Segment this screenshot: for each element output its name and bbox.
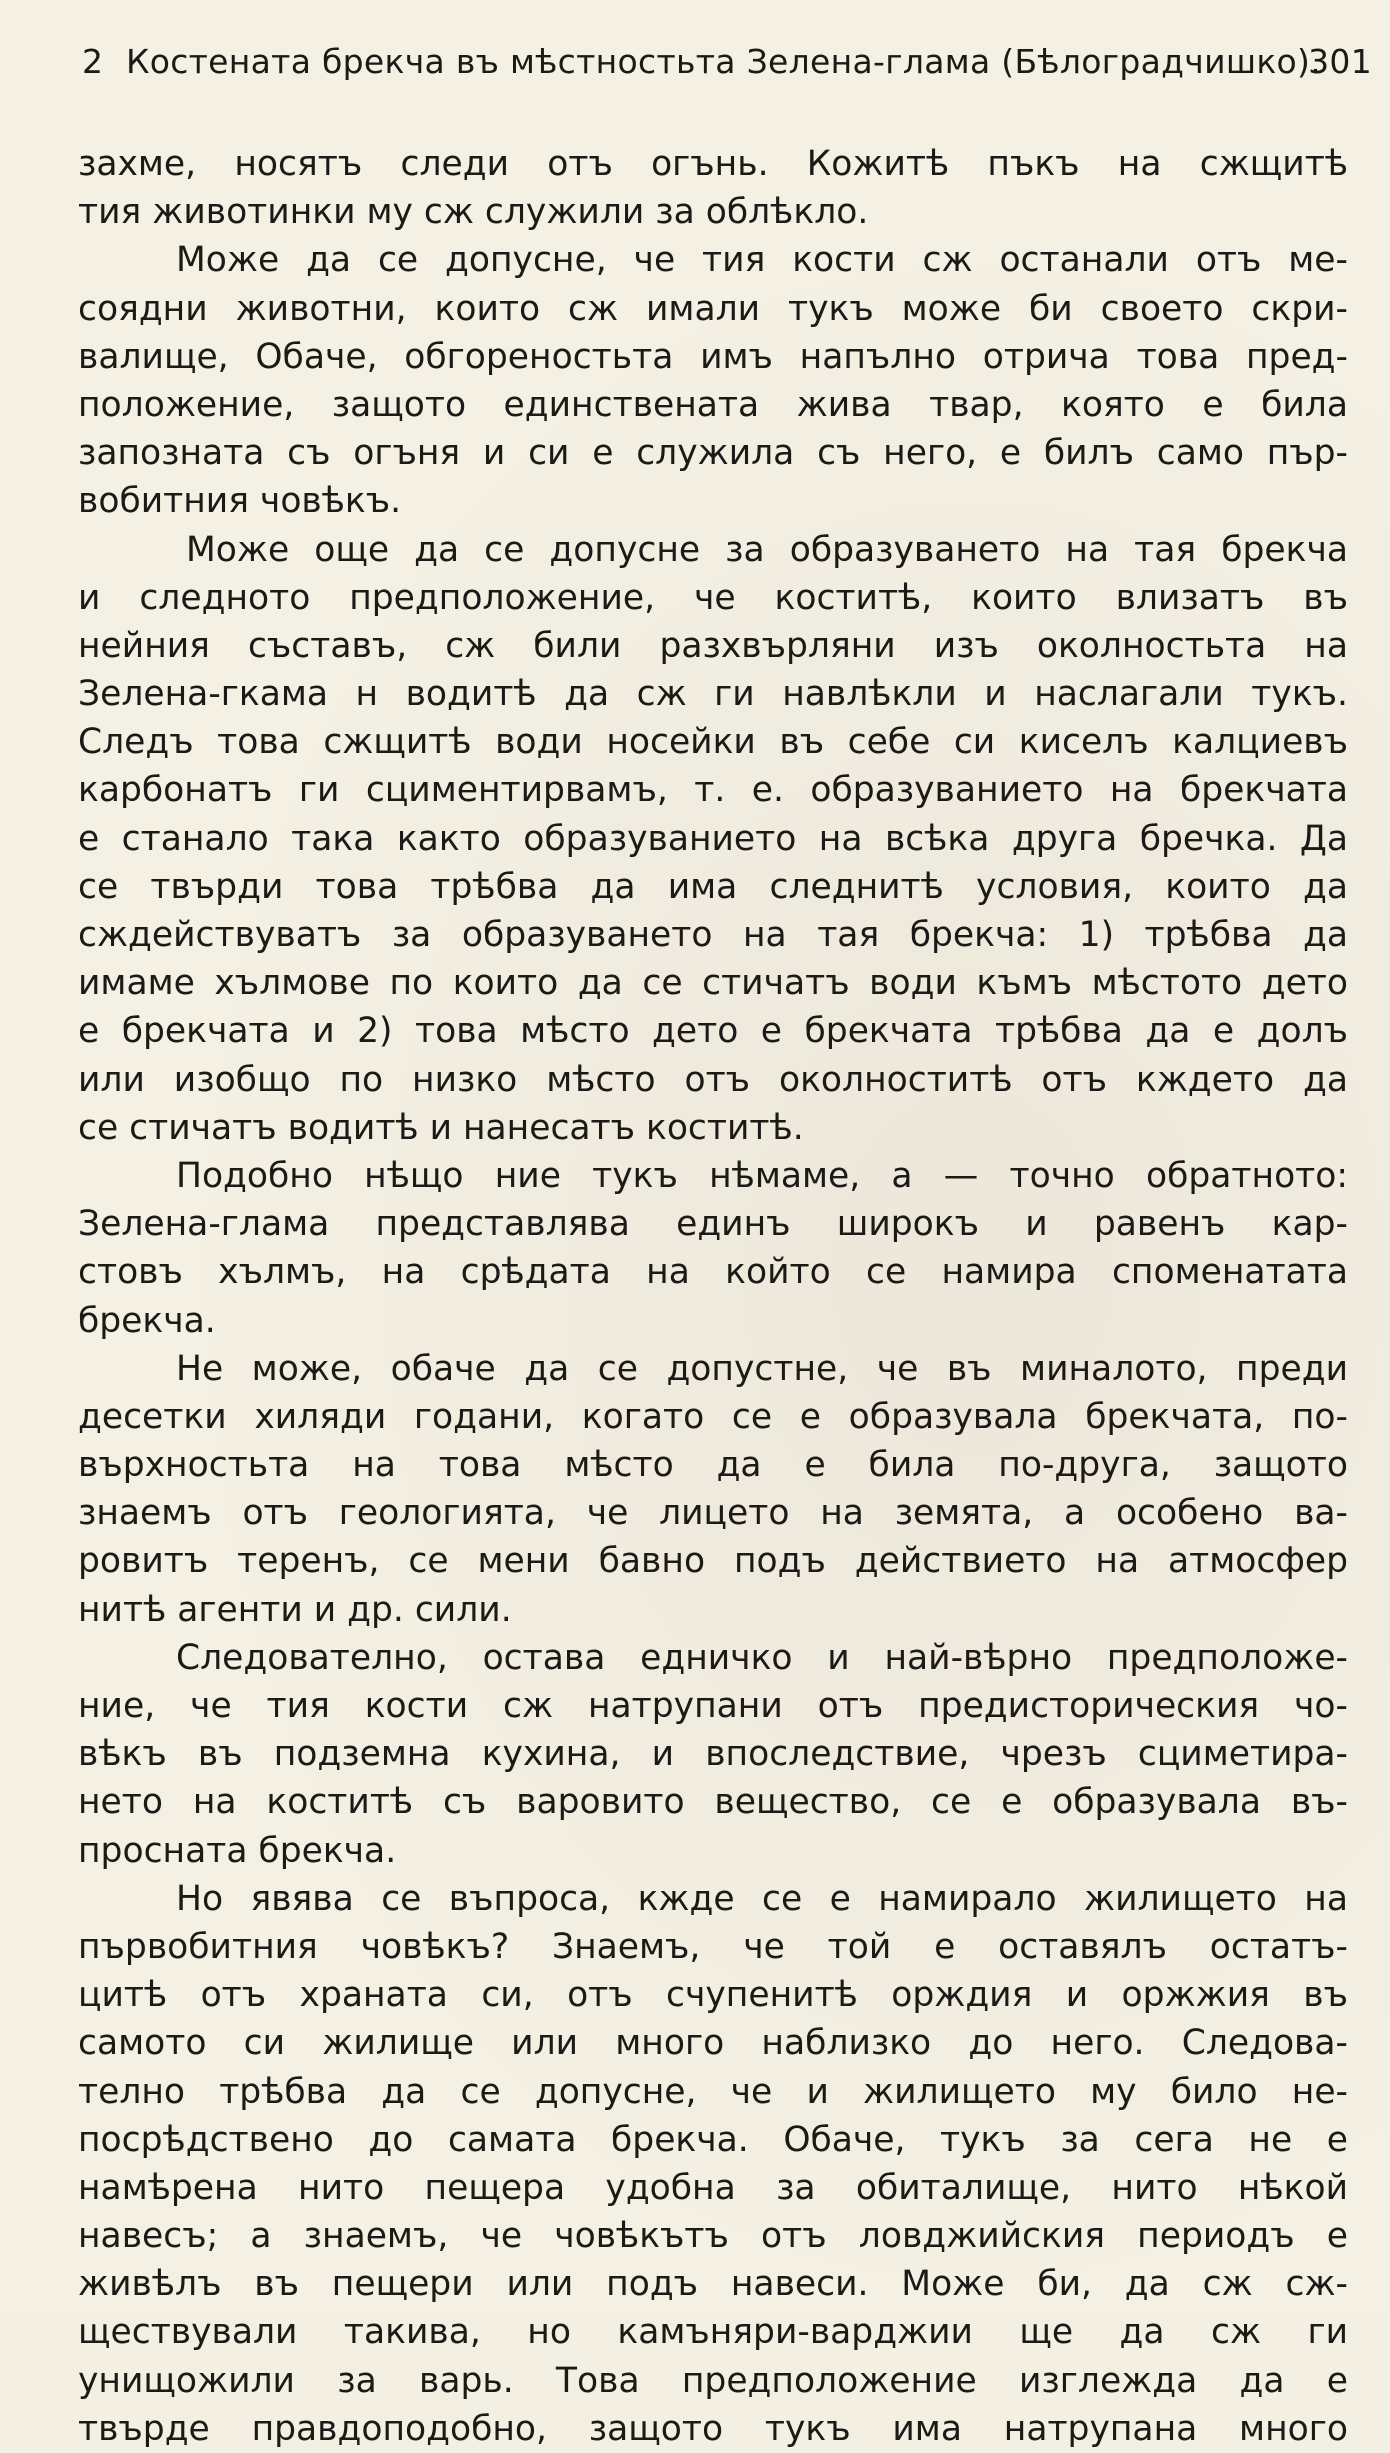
body-text	[78, 140, 1348, 2453]
text-line: и следното предположение, че коститѣ, които влизатъ въ	[78, 577, 1348, 618]
text-line: карбонатъ ги сциментирвамъ, т. е. образуванието на брекчата	[78, 770, 1348, 811]
text-line: ние, че тия кости сж натрупани отъ предисторическия чо-	[78, 1686, 1348, 1726]
text-line: върхностьта на това мѣсто да е била по-друга, защото	[78, 1445, 1348, 1486]
text-line: имаме хълмове по които да се стичатъ води къмъ мѣстото дето	[78, 963, 1348, 1004]
running-head	[82, 42, 1372, 92]
text-line: стовъ хълмъ, на срѣдата на който се намира споменатата	[78, 1252, 1348, 1293]
text-line: Подобно нѣщо ние тукъ нѣмаме, а — точно обратното:	[176, 1155, 1348, 1196]
text-line: намѣрена нито пещера удобна за обиталище, нито нѣкой	[78, 2167, 1348, 2208]
text-line: соядни животни, които сж имали тукъ може би своето скри-	[78, 288, 1348, 329]
text-line: Следователно, остава едничко и най-вѣрно предположе-	[176, 1637, 1348, 1678]
text-line: самото си жилище или много наблизко до него. Следова-	[78, 2023, 1348, 2064]
text-line: тия животинки му сж служили за облѣкло.	[78, 192, 869, 233]
text-line: Зелена-гкама н водитѣ да сж ги навлѣкли и наслагали тукъ.	[78, 674, 1348, 715]
text-line: е брекчата и 2) това мѣсто дето е брекчата трѣбва да е долъ	[78, 1011, 1348, 1052]
text-line: навесъ; а знаемъ, че човѣкътъ отъ ловджийския периодъ е	[78, 2216, 1348, 2257]
text-line: вѣкъ въ подземна кухина, и впоследствие, чрезъ сциметира-	[78, 1734, 1348, 1775]
text-line: Следъ това сжщитѣ води носейки въ себе си киселъ калциевъ	[78, 722, 1348, 763]
text-line: ществували такива, но камъняри-варджии ще да сж ги	[78, 2312, 1348, 2353]
text-line: захме, носятъ следи отъ огънь. Кожитѣ пъкъ на сжщитѣ	[78, 144, 1348, 184]
text-line: живѣлъ въ пещери или подъ навеси. Може би, да сж сж-	[78, 2264, 1348, 2305]
text-line: сждействуватъ за образуването на тая брекча: 1) трѣбва да	[78, 915, 1348, 955]
text-line: запозната съ огъня и си е служила съ него, е билъ само пър-	[78, 433, 1348, 474]
text-line: първобитния човѣкъ? Знаемъ, че той е оставялъ остатъ-	[78, 1926, 1348, 1967]
text-line: ровитъ теренъ, се мени бавно подъ действието на атмосфер	[78, 1541, 1348, 1582]
text-line: десетки хиляди годани, когато се е образувала брекчата, по-	[78, 1396, 1348, 1437]
text-line: Може да се допусне, че тия кости сж останали отъ ме-	[176, 240, 1348, 281]
text-line: валище, Обаче, обгореностьта имъ напълно отрича това пред-	[78, 336, 1348, 377]
text-line: брекча.	[78, 1300, 216, 1341]
text-line: нето на коститѣ съ варовито вещество, се е образувала въ-	[78, 1782, 1348, 1823]
text-line: се стичатъ водитѣ и нанесатъ коститѣ.	[78, 1107, 804, 1148]
text-line: Но явява се въпроса, кжде се е намирало жилището на	[176, 1878, 1348, 1919]
text-line: Зелена-глама представлява единъ широкъ и равенъ кар-	[78, 1204, 1348, 1245]
running-title: Костената брекча въ мѣстностьта Зелена-глама (Бѣлоградчишко).	[126, 42, 1322, 81]
text-line: вобитния човѣкъ.	[78, 481, 402, 522]
page-number: 301	[1308, 42, 1372, 81]
text-line: твърде правдоподобно, защото тукъ има натрупана много	[78, 2408, 1348, 2449]
text-line: телно трѣбва да се допусне, че и жилището му било не-	[78, 2071, 1348, 2112]
text-line: положение, защото единствената жива твар, която е била	[78, 384, 1348, 425]
text-line: се твърди това трѣбва да има следнитѣ условия, които да	[78, 866, 1348, 907]
text-line: посрѣдствено до самата брекча. Обаче, тукъ за сега не е	[78, 2119, 1348, 2160]
text-line: е станало така както образуванието на всѣка друга бречка. Да	[78, 818, 1348, 859]
text-line: цитѣ отъ храната си, отъ счупенитѣ орждия и оржжия въ	[78, 1975, 1348, 2016]
text-line: нейния съставъ, сж били разхвърляни изъ околностьта на	[78, 625, 1348, 666]
text-line: Не може, обаче да се допустне, че въ миналото, преди	[176, 1348, 1348, 1389]
text-line: нитѣ агенти и др. сили.	[78, 1589, 512, 1630]
section-number: 2	[82, 42, 104, 81]
text-line: Може още да се допусне за образуването на тая брекча	[186, 529, 1348, 570]
text-line: унищожили за варь. Това предположение изглежда да е	[78, 2360, 1348, 2401]
text-line: просната брекча.	[78, 1830, 397, 1871]
text-line: или изобщо по низко мѣсто отъ околноститѣ отъ кждето да	[78, 1059, 1348, 1100]
text-line: знаемъ отъ геологията, че лицето на земята, а особено ва-	[78, 1493, 1348, 1534]
